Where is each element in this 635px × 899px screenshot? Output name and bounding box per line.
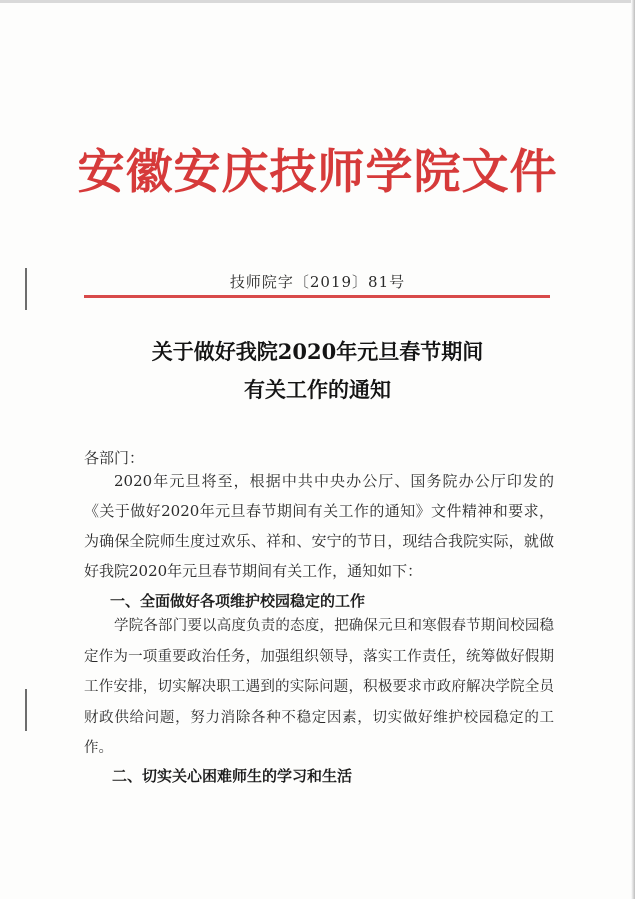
section-heading-2: 二、切实关心困难师生的学习和生活	[112, 767, 353, 785]
scan-edge-top	[0, 0, 635, 3]
notice-title	[0, 333, 635, 409]
org-document-header: 安徽安庆技师学院文件	[77, 145, 558, 200]
title-line-2: 有关工作的通知	[244, 377, 391, 402]
red-divider-rule	[84, 295, 550, 298]
scan-edge-right	[631, 0, 635, 899]
salutation: 各部门：	[84, 449, 145, 467]
section-1-paragraph: 学院各部门要以高度负责的态度，把确保元旦和寒假春节期间校园稳定作为一项重要政治任务，加强组织领导，落实工作责任，统筹做好假期工作安排，切实解决职工遇到的实际问题，积极要求市政府解决学院全员财政供给问题，努力消除各种不稳定因素，切实做好维护校园稳定的工作。	[84, 618, 554, 756]
intro-paragraph: 2020年元旦将至，根据中共中央办公厅、国务院办公厅印发的《关于做好2020年元旦春节期间有关工作的通知》文件精神和要求，为确保全院师生度过欢乐、祥和、安宁的节日，现结合我院实际，就做好我院2020年元旦春节期间有关工作，通知如下：	[84, 472, 554, 580]
document-number: 技师院字〔2019〕81号	[229, 273, 406, 291]
section-heading-1: 一、全面做好各项维护校园稳定的工作	[110, 592, 366, 610]
title-line-1: 关于做好我院2020年元旦春节期间	[151, 339, 484, 364]
binding-mark	[25, 689, 27, 731]
